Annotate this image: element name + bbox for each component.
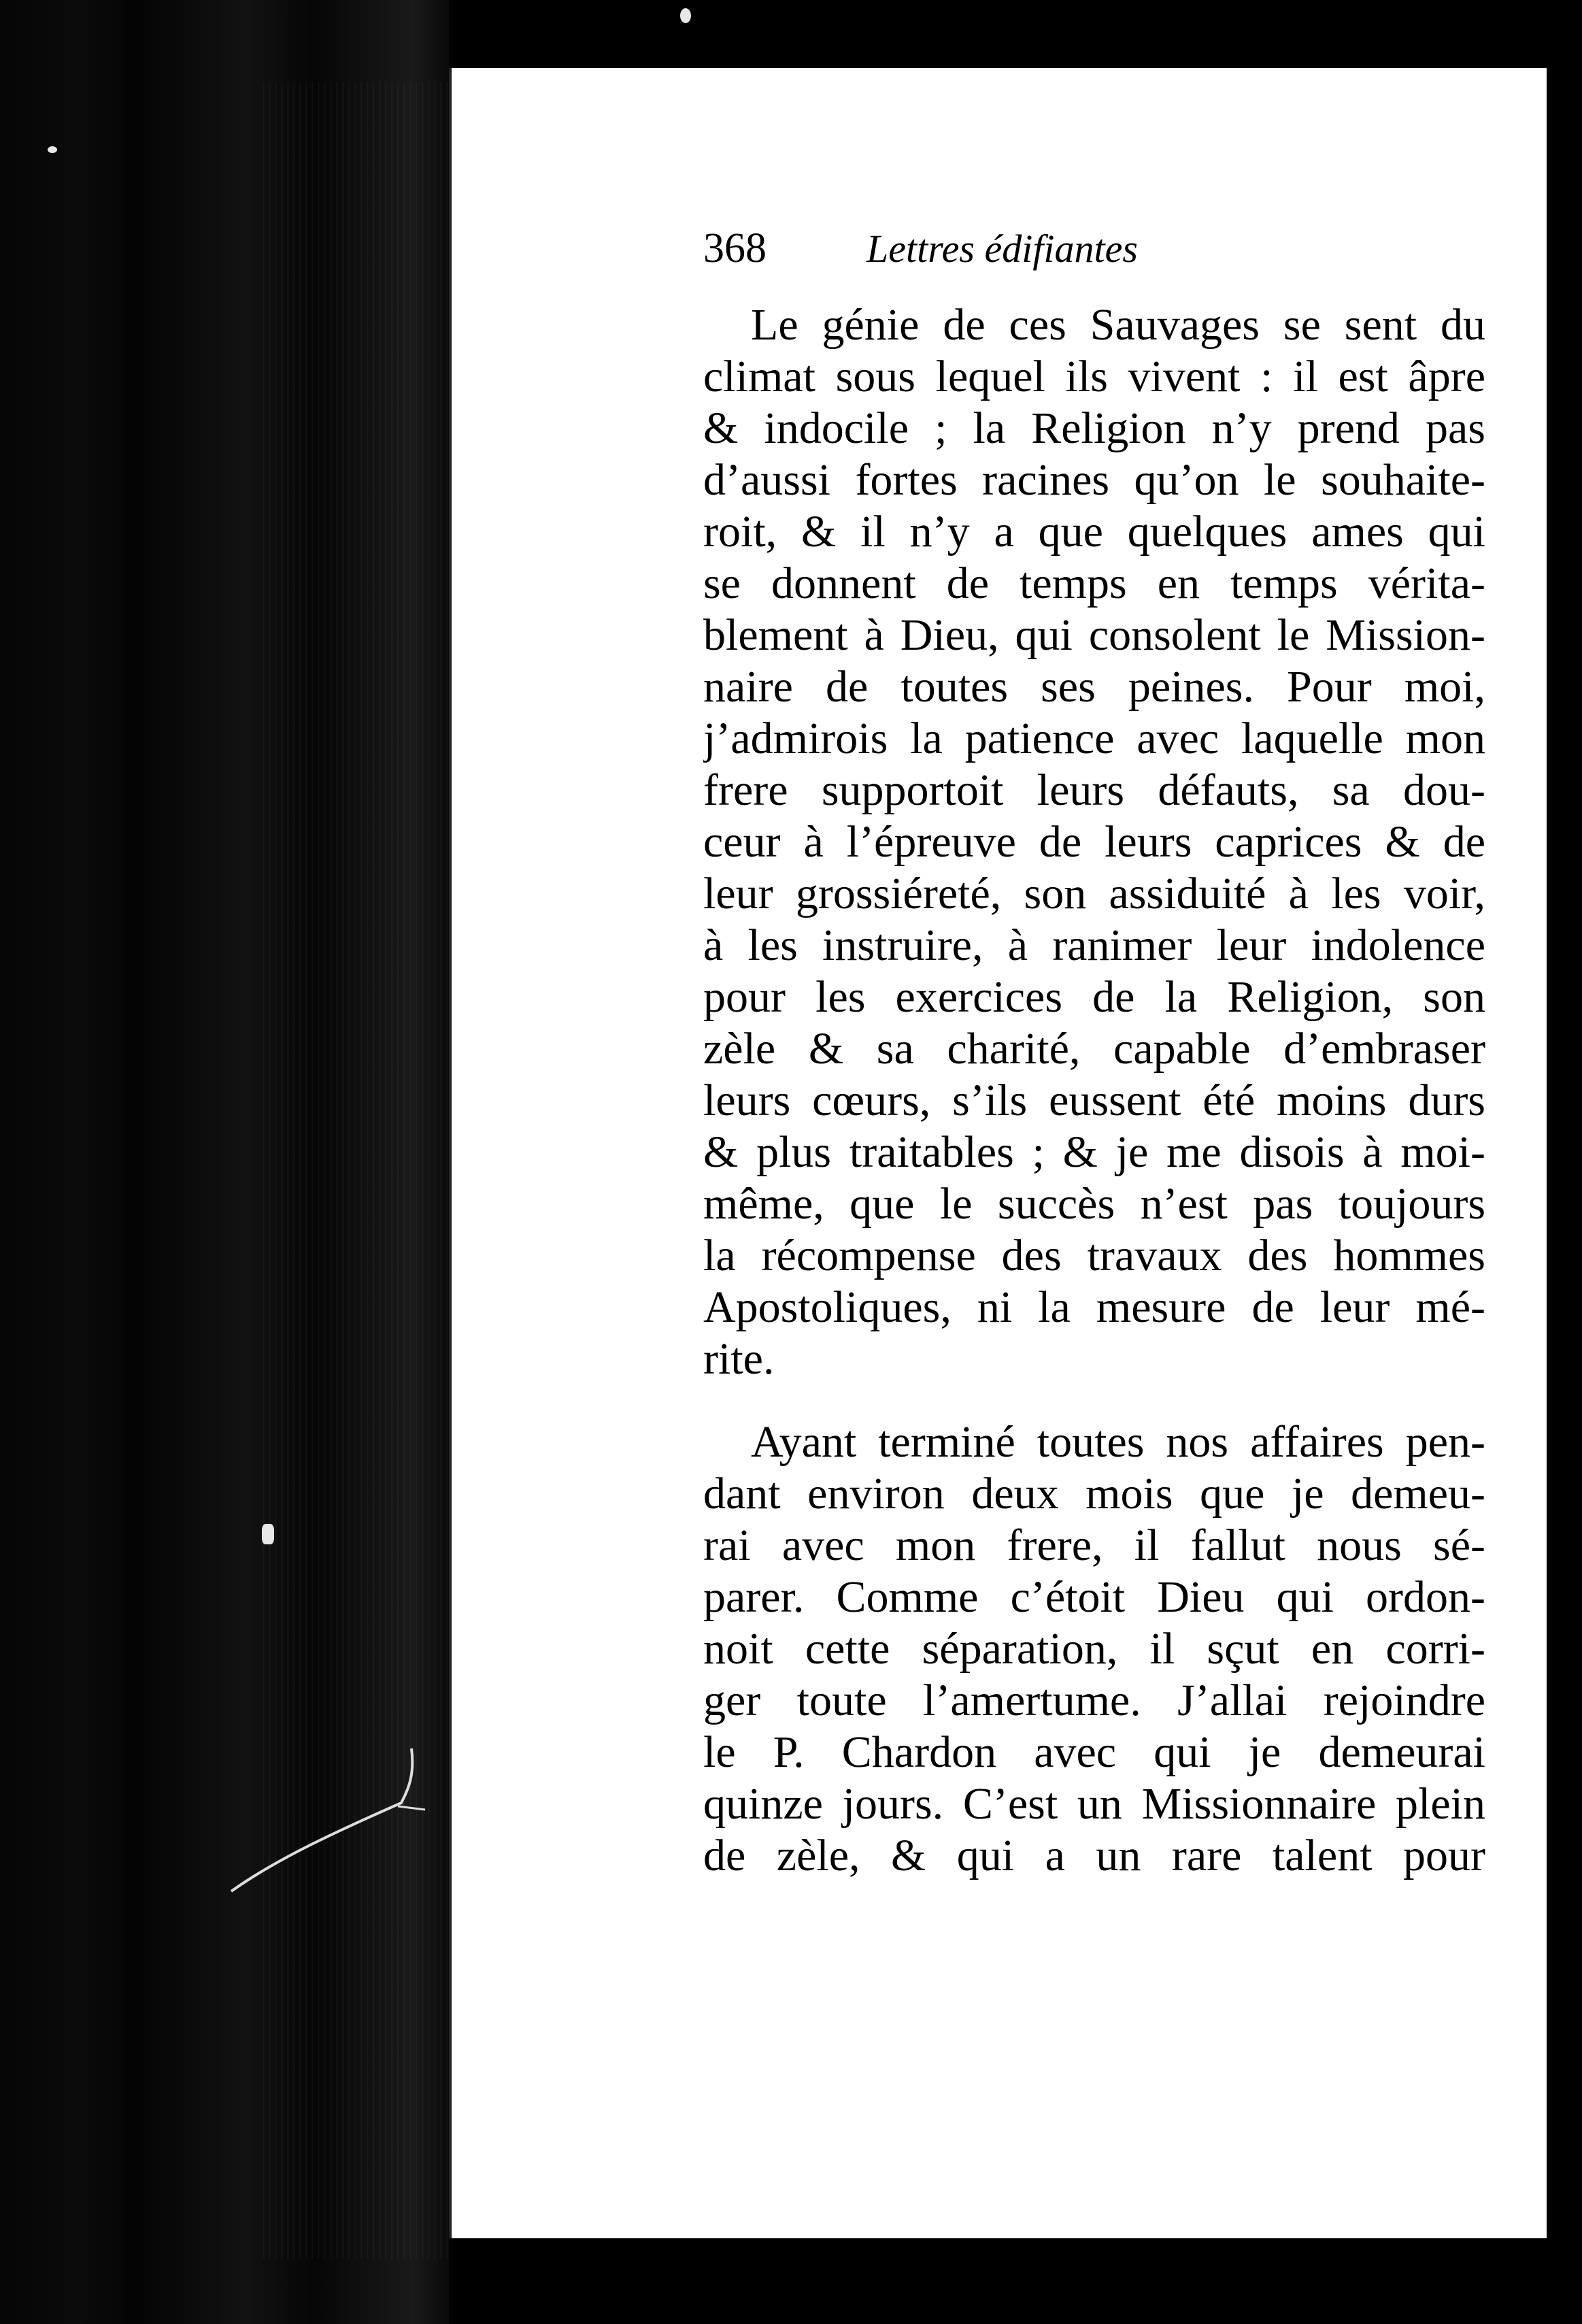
text-line: le P. Chardon avec qui je demeurai — [703, 1727, 1485, 1777]
dust-speck — [262, 1524, 274, 1544]
text-line: naire de toutes ses peines. Pour moi, — [703, 662, 1485, 712]
paragraph-gap — [703, 1385, 1485, 1416]
text-line: blement à Dieu, qui consolent le Mission- — [703, 610, 1485, 660]
running-head — [703, 225, 1485, 299]
text-line: frere supportoit leurs défauts, sa dou- — [703, 765, 1485, 815]
dust-speck — [48, 146, 57, 153]
text-line: Ayant terminé toutes nos affaires pen- — [751, 1417, 1485, 1467]
paragraph — [703, 299, 1485, 1385]
text-line: Apostoliques, ni la mesure de leur mé- — [703, 1282, 1485, 1332]
text-line: zèle & sa charité, capable d’embraser — [703, 1024, 1485, 1074]
text-line: à les instruire, à ranimer leur indolence — [703, 920, 1485, 970]
text-line: se donnent de temps en temps vérita- — [703, 559, 1485, 608]
book-page — [449, 68, 1547, 2238]
page-content — [703, 225, 1485, 1882]
text-line: pour les exercices de la Religion, son — [703, 972, 1485, 1022]
text-line: Le génie de ces Sauvages se sent du — [751, 300, 1485, 350]
text-line: de zèle, & qui a un rare talent pour — [703, 1831, 1485, 1880]
text-line: rai avec mon frere, il fallut nous sé- — [703, 1521, 1485, 1570]
text-line: d’aussi fortes racines qu’on le souhaite- — [703, 455, 1485, 505]
text-line: parer. Comme c’étoit Dieu qui ordon- — [703, 1572, 1485, 1622]
text-line: roit, & il n’y a que quelques ames qui — [703, 507, 1485, 557]
text-line: noit cette séparation, il sçut en corri- — [703, 1624, 1485, 1674]
text-line: ger toute l’amertume. J’allai rejoindre — [703, 1676, 1485, 1725]
text-line: dant environ deux mois que je demeu- — [703, 1469, 1485, 1518]
text-line: leur grossiéreté, son assiduité à les voir, — [703, 869, 1485, 918]
dust-speck — [680, 8, 691, 23]
text-line: la récompense des travaux des hommes — [703, 1231, 1485, 1280]
text-line: climat sous lequel ils vivent : il est âpre — [703, 352, 1485, 401]
running-title: Lettres édifiantes — [866, 227, 1138, 271]
book-spine-shadow — [0, 0, 449, 2324]
text-line: rite. — [703, 1334, 775, 1384]
spine-texture — [258, 82, 449, 2259]
text-line: leurs cœurs, s’ils eussent été moins durs — [703, 1076, 1485, 1125]
text-line: & plus traitables ; & je me disois à moi- — [703, 1127, 1485, 1177]
text-line: & indocile ; la Religion n’y prend pas — [703, 403, 1485, 453]
text-line: quinze jours. C’est un Missionnaire plein — [703, 1779, 1485, 1829]
paragraph — [703, 1416, 1485, 1882]
text-line: j’admirois la patience avec laquelle mon — [703, 714, 1485, 763]
text-line: même, que le succès n’est pas toujours — [703, 1179, 1485, 1229]
text-line: ceur à l’épreuve de leurs caprices & de — [703, 817, 1485, 867]
page-number: 368 — [703, 225, 767, 271]
loose-thread-mark — [224, 1721, 428, 1898]
